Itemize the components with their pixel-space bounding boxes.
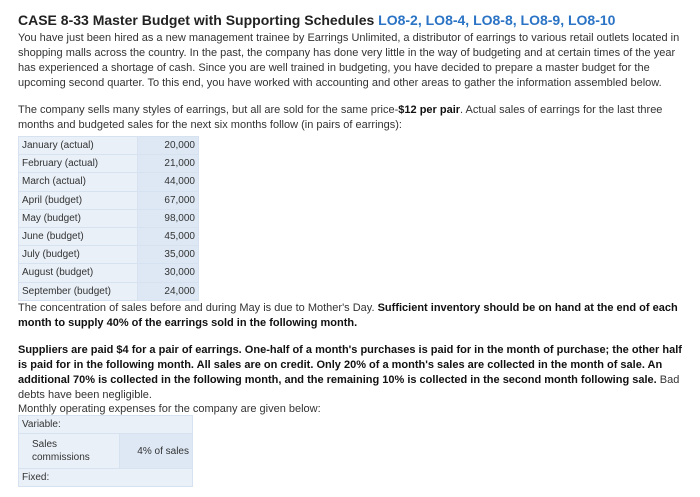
value-cell: 21,000 (138, 155, 199, 173)
table-row (19, 155, 199, 173)
case-title-main: CASE 8-33 Master Budget with Supporting Schedules (18, 12, 379, 28)
price-text-after: . Actual sales of earrings for the last three months and budgeted sales for the next six months follow (in pairs of earrings): (18, 104, 663, 131)
table-row (19, 264, 199, 282)
month-cell: September (budget) (19, 282, 138, 300)
value-cell: 20,000 (138, 137, 199, 155)
table-row (19, 282, 199, 300)
table-row (19, 469, 193, 487)
suppliers-bold: Suppliers are paid $4 for a pair of earrings. One-half of a month's purchases is paid for in the month of purchase; the other half is paid for in the following month. All sales are on credit. Only 20% of a month's sales are collected in the month of sale. An additional 70% is collected in the following month, and the remaining 10% is collected in the second month following sale. (18, 344, 682, 386)
month-cell: July (budget) (19, 246, 138, 264)
price-text-before: The company sells many styles of earrings, but all are sold for the same price- (18, 104, 399, 116)
month-cell: August (budget) (19, 264, 138, 282)
month-cell: February (actual) (19, 155, 138, 173)
table-row (19, 227, 199, 245)
price-bold: $12 per pair (398, 104, 461, 116)
month-cell: June (budget) (19, 227, 138, 245)
sales-commissions-rate: 4% of sales (120, 434, 193, 469)
value-cell: 35,000 (138, 246, 199, 264)
table-row (19, 173, 199, 191)
value-cell: 67,000 (138, 191, 199, 209)
sales-commissions-label: Sales commissions (19, 434, 120, 469)
fixed-label: Fixed: (19, 469, 193, 487)
sales-table (18, 136, 199, 301)
value-cell: 30,000 (138, 264, 199, 282)
table-row (19, 191, 199, 209)
suppliers-paragraph (18, 343, 690, 403)
price-paragraph (18, 103, 690, 133)
table-row (19, 416, 193, 434)
opex-intro: Monthly operating expenses for the company are given below: (18, 403, 321, 415)
value-cell: 24,000 (138, 282, 199, 300)
month-cell: January (actual) (19, 137, 138, 155)
table-row (19, 434, 193, 469)
value-cell: 44,000 (138, 173, 199, 191)
intro-paragraph: You have just been hired as a new management trainee by Earrings Unlimited, a distributor of earrings to various retail outlets located in shopping malls across the country. In the past, the company has done very little in the way of budgeting and at certain times of the year has experienced a shortage of cash. Since you are well trained in budgeting, you have decided to prepare a master budget for the upcoming second quarter. To this end, you have worked with accounting and other areas to gather the information assembled below. (18, 32, 680, 89)
month-cell: May (budget) (19, 209, 138, 227)
operating-expenses-table (18, 415, 193, 487)
inventory-bold: Sufficient inventory should be on hand at the end of each month to supply 40% of the earrings sold in the following month. (18, 302, 678, 329)
learning-objectives-link[interactable]: LO8-2, LO8-4, LO8-8, LO8-9, LO8-10 (378, 12, 616, 28)
value-cell: 45,000 (138, 227, 199, 245)
inventory-text-before: The concentration of sales before and during May is due to Mother's Day. (18, 302, 378, 314)
table-row (19, 209, 199, 227)
variable-label: Variable: (19, 416, 193, 434)
month-cell: March (actual) (19, 173, 138, 191)
inventory-paragraph (18, 301, 690, 331)
case-title (18, 12, 615, 28)
value-cell: 98,000 (138, 209, 199, 227)
table-row (19, 246, 199, 264)
suppliers-text-after: Bad debts have been negligible. (18, 374, 680, 401)
month-cell: April (budget) (19, 191, 138, 209)
table-row (19, 137, 199, 155)
